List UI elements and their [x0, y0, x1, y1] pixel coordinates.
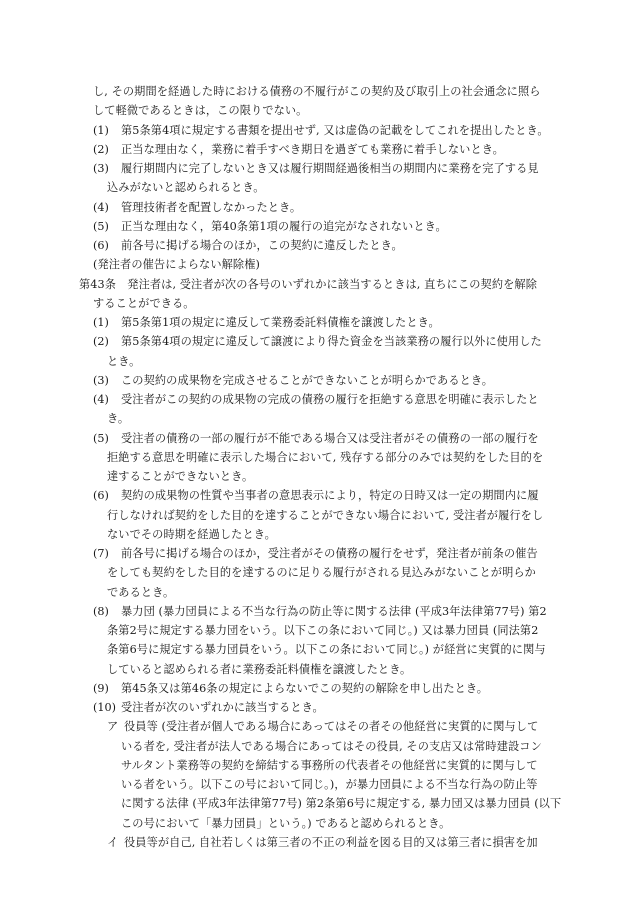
item-text-line: き。	[107, 412, 130, 426]
item-number: (9)	[93, 681, 109, 695]
paragraph-line: し, その期間を経過した時における債務の不履行がこの契約及び取引上の社会通念に照ら	[93, 85, 541, 98]
item-text-line: 管理技術者を配置しなかったとき。	[121, 200, 302, 214]
item-number: (2)	[93, 142, 109, 156]
item-text-line: 第5条第1項の規定に違反して業務委託料債権を譲渡したとき。	[121, 316, 440, 329]
item-number: (3)	[93, 373, 109, 387]
item-number: (7)	[93, 547, 109, 560]
item-text-line: 拒絶する意思を明確に表示した場合において, 残存する部分のみでは契約をした目的を	[107, 450, 544, 464]
item-text-line: 第45条又は第46条の規定によらないでこの契約の解除を申し出たとき。	[121, 681, 489, 695]
item-text-line: であるとき。	[107, 585, 175, 599]
item-text-line: 第5条第4項の規定に違反して譲渡により得た資金を当該業務の履行以外に使用した	[121, 335, 542, 349]
item-number: (5)	[93, 431, 109, 445]
item-text-line: をしても契約をした目的を達するのに足りる履行がされる見込みがないことが明らか	[107, 566, 536, 580]
item-number: (2)	[93, 335, 109, 349]
item-text-line: いる者を, 受注者が法人である場合にあってはその役員, その支店又は常時建設コン	[121, 739, 542, 753]
item-text-line: 前各号に掲げる場合のほか，この契約に違反したとき。	[121, 239, 403, 252]
paragraph-line: することができる。	[93, 296, 195, 310]
item-text-line: ないでその時期を経過したとき。	[107, 527, 276, 541]
item-text-line: 条第6号に規定する暴力団員をいう。以下この条において同じ。) が経営に実質的に関与	[107, 643, 546, 657]
item-number: (4)	[93, 393, 109, 406]
item-text-line: に関する法律 (平成3年法律第77号) 第2条第6号に規定する, 暴力団又は暴力団員 (以下	[121, 797, 562, 811]
item-text-line: この号において「暴力団員」という。) であると認められるとき。	[121, 816, 451, 830]
item-text-line: とき。	[107, 354, 141, 368]
item-text-line: 達することができないとき。	[107, 470, 254, 483]
item-text-line: 込みがないと認められるとき。	[107, 181, 265, 195]
item-number: (3)	[93, 162, 109, 175]
item-text-line: していると認められる者に業務委託料債権を譲渡したとき。	[107, 662, 412, 676]
item-number: (1)	[93, 316, 109, 329]
item-text-line: 役員等が自己, 自社若しくは第三者の不正の利益を図る目的又は第三者に損害を加	[124, 835, 538, 849]
article-caption: (発注者の催告によらない解除権)	[93, 258, 260, 272]
item-text-line: サルタント業務等の契約を締結する事務所の代表者その他経営に実質的に関与して	[121, 758, 538, 772]
item-text-line: 第5条第4項に規定する書類を提出せず, 又は虚偽の記載をしてこれを提出したとき。	[121, 123, 549, 137]
item-text-line: 行しなければ契約をした目的を達することができない場合において, 受注者が履行をし	[107, 508, 544, 522]
item-number: (8)	[93, 604, 109, 618]
item-text-line: 受注者がこの契約の成果物の完成の債務の履行を拒絶する意思を明確に表示したと	[121, 393, 539, 406]
item-number: (1)	[93, 123, 109, 137]
item-text-line: 前各号に掲げる場合のほか，受注者がその債務の履行をせず，発注者が前条の催告	[121, 547, 538, 560]
paragraph-line: して軽微であるときは，この限りでない。	[93, 104, 308, 118]
item-text-line: 役員等 (受注者が個人である場合にあってはその者その他経営に実質的に関与して	[124, 720, 539, 734]
item-text-line: 条第2号に規定する暴力団をいう。以下この条において同じ。) 又は暴力団員 (同法第2	[107, 624, 539, 637]
item-text-line: 契約の成果物の性質や当事者の意思表示により，特定の日時又は一定の期間内に履	[121, 489, 539, 503]
item-number: (4)	[93, 200, 109, 214]
item-number: (6)	[93, 239, 109, 252]
article-heading: 第43条 発注者は, 受注者が次の各号のいずれかに該当するときは, 直ちにこの契約を解除	[79, 277, 537, 291]
item-text-line: 暴力団 (暴力団員による不当な行為の防止等に関する法律 (平成3年法律第77号) 第2	[121, 604, 547, 618]
item-text-line: 受注者の債務の一部の履行が不能である場合又は受注者がその債務の一部の履行を	[121, 431, 539, 445]
item-text-line: この契約の成果物を完成させることができないことが明らかであるとき。	[121, 373, 494, 387]
item-number: (5)	[93, 219, 109, 233]
item-text-line: 正当な理由なく，業務に着手すべき期日を過ぎても業務に着手しないとき。	[121, 142, 504, 156]
item-number: イ	[107, 835, 119, 849]
item-text-line: 履行期間内に完了しないとき又は履行期間経過後相当の期間内に業務を完了する見	[121, 162, 539, 175]
item-text-line: 受注者が次のいずれかに該当するとき。	[121, 701, 324, 714]
item-number: ア	[107, 720, 119, 734]
item-text-line: いる者をいう。以下この号において同じ。)，が暴力団員による不当な行為の防止等	[121, 778, 538, 791]
item-text-line: 正当な理由なく，第40条第1項の履行の追完がなされないとき。	[121, 219, 447, 233]
item-number: (10)	[93, 701, 116, 714]
item-number: (6)	[93, 489, 109, 503]
